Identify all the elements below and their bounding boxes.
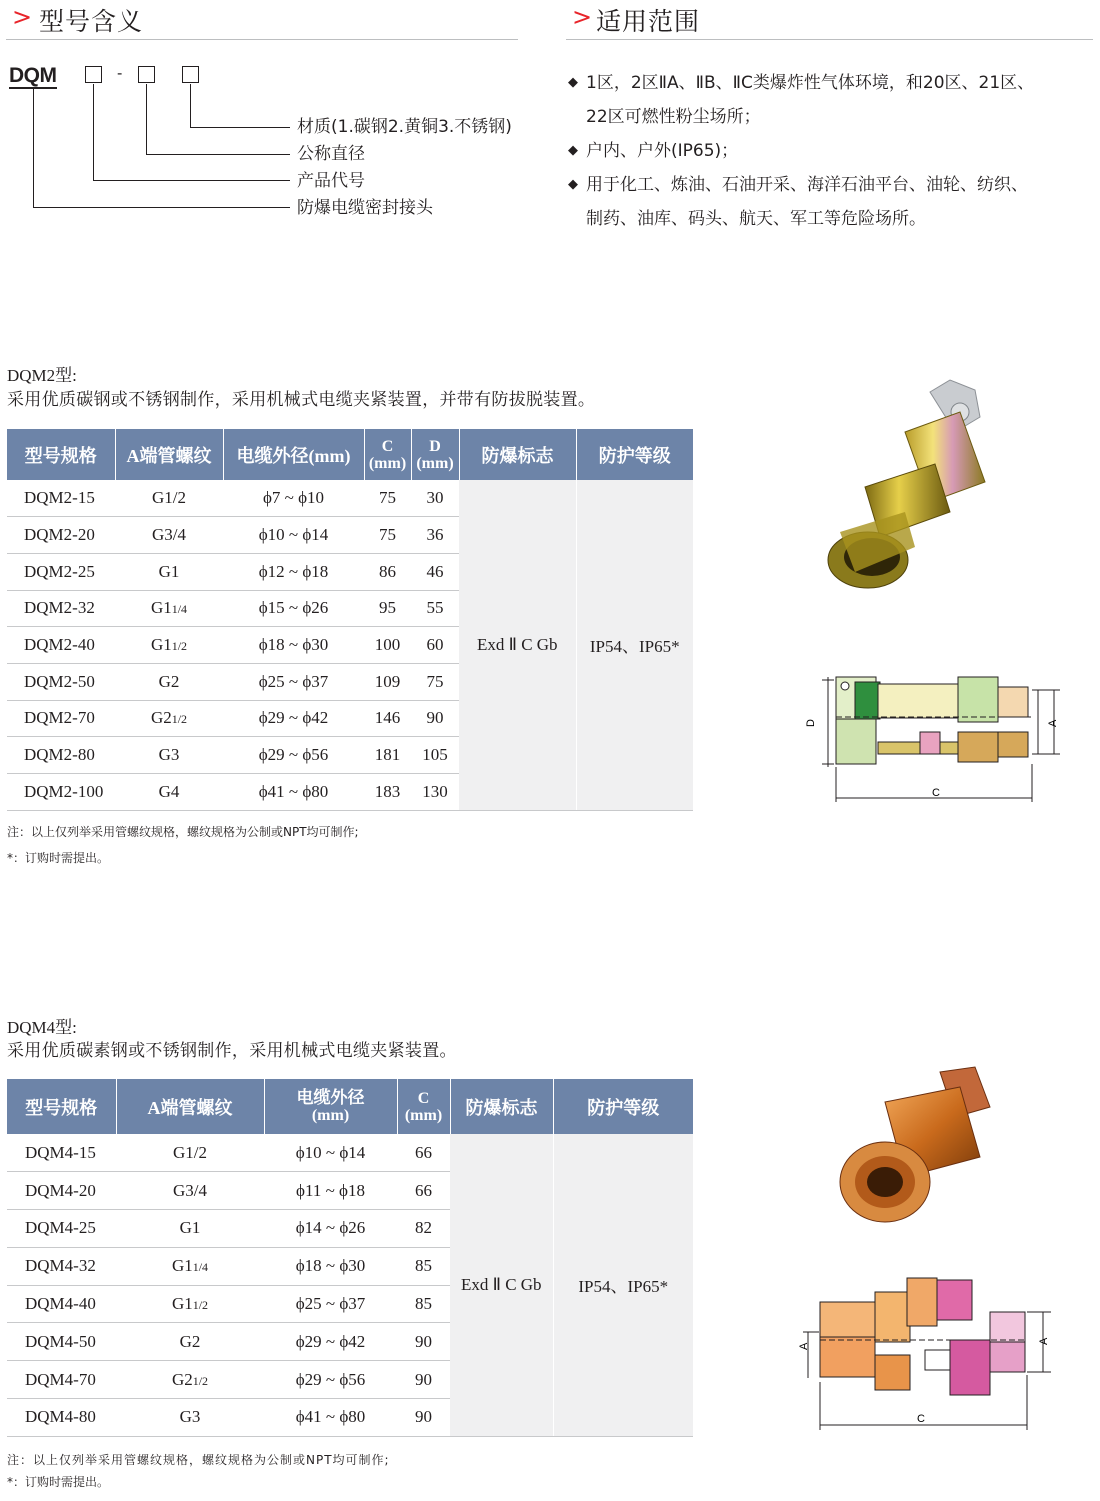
cell-thread: G3	[116, 1399, 264, 1437]
code-box-diameter	[138, 66, 155, 83]
cell-ex-mark: Exd Ⅱ C Gb	[459, 480, 576, 810]
cell-thread: G1/2	[116, 1134, 264, 1172]
dqm4-section-drawing	[795, 1270, 1065, 1430]
cell-thread: G4	[115, 774, 223, 811]
legend-product-code: 产品代号	[297, 171, 365, 191]
cell-model: DQM4-80	[7, 1399, 116, 1437]
cell-thread: G11/2	[116, 1285, 264, 1323]
scope-item-line: 22区可燃性粉尘场所；	[586, 107, 761, 127]
col-header-c: C (mm)	[397, 1079, 450, 1134]
chevron-right-icon: >	[572, 3, 593, 31]
cell-d: 75	[411, 663, 459, 700]
cell-c: 82	[397, 1210, 450, 1248]
cell-cable-od: ϕ10 ~ ϕ14	[223, 517, 364, 554]
cell-d: 30	[411, 480, 459, 517]
table-row	[7, 480, 693, 517]
cell-model: DQM2-25	[7, 553, 115, 590]
col-header-ex-mark: 防爆标志	[459, 429, 576, 480]
code-dash: -	[117, 65, 123, 82]
cell-cable-od: ϕ41 ~ ϕ80	[264, 1399, 397, 1437]
scope-item	[568, 168, 1098, 236]
cell-c: 90	[397, 1323, 450, 1361]
dim-label-d: D	[805, 719, 817, 727]
cell-c: 183	[364, 774, 411, 811]
cell-model: DQM2-20	[7, 517, 115, 554]
cell-cable-od: ϕ18 ~ ϕ30	[223, 627, 364, 664]
spec-table-dqm4	[7, 1079, 693, 1437]
cell-model: DQM4-32	[7, 1247, 116, 1285]
scope-item	[568, 134, 1098, 168]
legend-diameter: 公称直径	[297, 144, 365, 164]
cell-cable-od: ϕ18 ~ ϕ30	[264, 1247, 397, 1285]
cell-model: DQM2-40	[7, 627, 115, 664]
cell-thread: G11/4	[115, 590, 223, 627]
leader-line	[190, 127, 290, 128]
col-header-d: D (mm)	[411, 429, 459, 480]
cell-model: DQM4-50	[7, 1323, 116, 1361]
cell-c: 146	[364, 700, 411, 737]
cell-model: DQM2-50	[7, 663, 115, 700]
code-box-product	[85, 66, 102, 83]
cell-cable-od: ϕ29 ~ ϕ56	[223, 737, 364, 774]
col-header-c: C (mm)	[364, 429, 411, 480]
cell-d: 60	[411, 627, 459, 664]
cell-thread: G11/2	[115, 627, 223, 664]
col-header-model: 型号规格	[7, 429, 115, 480]
note-order-dqm2: *：订购时需提出。	[7, 851, 110, 865]
cell-model: DQM2-100	[7, 774, 115, 811]
col-header-ip: 防护等级	[576, 429, 693, 480]
cell-thread: G3	[115, 737, 223, 774]
product-desc-dqm4: 采用优质碳素钢或不锈钢制作，采用机械式电缆夹紧装置。	[7, 1041, 457, 1061]
cell-cable-od: ϕ7 ~ ϕ10	[223, 480, 364, 517]
dim-label-a-right: A	[1038, 1337, 1050, 1345]
cell-d: 105	[411, 737, 459, 774]
cell-cable-od: ϕ41 ~ ϕ80	[223, 774, 364, 811]
leader-line	[146, 154, 290, 155]
diamond-bullet-icon: ◆	[568, 177, 578, 192]
cell-cable-od: ϕ29 ~ ϕ56	[264, 1361, 397, 1399]
cell-d: 90	[411, 700, 459, 737]
note-dqm4: 注：以上仅列举采用管螺纹规格，螺纹规格为公制或NPT均可制作;	[7, 1453, 390, 1467]
cell-ip: IP54、IP65*	[553, 1134, 693, 1436]
leader-line	[190, 84, 191, 128]
scope-item-line: 户内、户外(IP65)；	[586, 141, 739, 161]
cell-thread: G1/2	[115, 480, 223, 517]
cell-cable-od: ϕ11 ~ ϕ18	[264, 1172, 397, 1210]
cell-cable-od: ϕ12 ~ ϕ18	[223, 553, 364, 590]
dim-label-c: C	[917, 1413, 925, 1425]
section-title: 适用范围	[596, 7, 701, 36]
cell-c: 86	[364, 553, 411, 590]
cell-model: DQM2-70	[7, 700, 115, 737]
leader-line	[33, 88, 34, 208]
cell-cable-od: ϕ25 ~ ϕ37	[264, 1285, 397, 1323]
cell-thread: G2	[116, 1323, 264, 1361]
cell-cable-od: ϕ25 ~ ϕ37	[223, 663, 364, 700]
cell-c: 109	[364, 663, 411, 700]
scope-item-line: 1区，2区ⅡA、ⅡB、ⅡC类爆炸性气体环境，和20区、21区、	[586, 73, 1035, 93]
leader-line	[33, 207, 290, 208]
diamond-bullet-icon: ◆	[568, 75, 578, 90]
cell-d: 130	[411, 774, 459, 811]
col-header-cable-od: 电缆外径 (mm)	[264, 1079, 397, 1134]
product-name-dqm4: DQM4型:	[7, 1018, 77, 1037]
cell-thread: G3/4	[116, 1172, 264, 1210]
cell-c: 90	[397, 1399, 450, 1437]
cell-model: DQM2-32	[7, 590, 115, 627]
cell-thread: G2	[115, 663, 223, 700]
cell-model: DQM4-25	[7, 1210, 116, 1248]
leader-line	[93, 180, 290, 181]
cell-model: DQM2-80	[7, 737, 115, 774]
cell-d: 36	[411, 517, 459, 554]
note-order-dqm4: *：订购时需提出。	[7, 1475, 110, 1489]
cell-thread: G1	[116, 1210, 264, 1248]
dqm4-product-photo	[830, 1062, 1020, 1242]
cell-ex-mark: Exd Ⅱ C Gb	[450, 1134, 553, 1436]
leader-line	[146, 84, 147, 155]
cell-c: 85	[397, 1247, 450, 1285]
cell-model: DQM4-20	[7, 1172, 116, 1210]
spec-table-dqm2	[7, 429, 693, 811]
section-header-scope	[566, 0, 1093, 40]
cell-c: 75	[364, 517, 411, 554]
cell-cable-od: ϕ15 ~ ϕ26	[223, 590, 364, 627]
cell-cable-od: ϕ10 ~ ϕ14	[264, 1134, 397, 1172]
leader-line	[93, 84, 94, 181]
col-header-thread: A端管螺纹	[115, 429, 223, 480]
legend-material: 材质(1.碳钢2.黄铜3.不锈钢)	[297, 117, 512, 137]
scope-item-line: 制药、油库、码头、航天、军工等危险场所。	[586, 209, 926, 229]
dim-label-a-left: A	[798, 1342, 810, 1350]
cell-c: 90	[397, 1361, 450, 1399]
section-header-model-meaning	[6, 0, 518, 40]
model-code: DQM	[9, 64, 57, 87]
cell-cable-od: ϕ29 ~ ϕ42	[223, 700, 364, 737]
cell-d: 55	[411, 590, 459, 627]
cell-c: 95	[364, 590, 411, 627]
scope-list	[568, 66, 1098, 236]
cell-c: 100	[364, 627, 411, 664]
cell-c: 85	[397, 1285, 450, 1323]
col-header-model: 型号规格	[7, 1079, 116, 1134]
cell-model: DQM4-15	[7, 1134, 116, 1172]
cell-cable-od: ϕ29 ~ ϕ42	[264, 1323, 397, 1361]
cell-thread: G21/2	[115, 700, 223, 737]
col-header-cable-od: 电缆外径(mm)	[223, 429, 364, 480]
dqm2-section-drawing	[800, 672, 1070, 812]
cell-ip: IP54、IP65*	[576, 480, 693, 810]
cell-cable-od: ϕ14 ~ ϕ26	[264, 1210, 397, 1248]
cell-thread: G3/4	[115, 517, 223, 554]
note-dqm2: 注：以上仅列举采用管螺纹规格，螺纹规格为公制或NPT均可制作;	[7, 825, 359, 839]
cell-model: DQM4-70	[7, 1361, 116, 1399]
scope-item-line: 用于化工、炼油、石油开采、海洋石油平台、油轮、纺织、	[586, 175, 1028, 195]
chevron-right-icon: >	[12, 3, 33, 31]
cell-c: 66	[397, 1172, 450, 1210]
diamond-bullet-icon: ◆	[568, 143, 578, 158]
col-header-ip: 防护等级	[553, 1079, 693, 1134]
cell-model: DQM4-40	[7, 1285, 116, 1323]
col-header-ex-mark: 防爆标志	[450, 1079, 553, 1134]
dim-label-c: C	[932, 787, 940, 799]
cell-d: 46	[411, 553, 459, 590]
table-row	[7, 1134, 693, 1172]
product-desc-dqm2: 采用优质碳钢或不锈钢制作，采用机械式电缆夹紧装置，并带有防拔脱装置。	[7, 390, 596, 410]
cell-c: 66	[397, 1134, 450, 1172]
code-box-material	[182, 66, 199, 83]
cell-thread: G21/2	[116, 1361, 264, 1399]
dim-label-a: A	[1047, 719, 1059, 727]
cell-model: DQM2-15	[7, 480, 115, 517]
legend-cable-gland: 防爆电缆密封接头	[297, 198, 433, 218]
dqm2-product-photo	[810, 372, 1055, 602]
cell-thread: G1	[115, 553, 223, 590]
product-name-dqm2: DQM2型:	[7, 366, 77, 385]
cell-c: 181	[364, 737, 411, 774]
col-header-thread: A端管螺纹	[116, 1079, 264, 1134]
section-title: 型号含义	[39, 7, 144, 36]
cell-thread: G11/4	[116, 1247, 264, 1285]
cell-c: 75	[364, 480, 411, 517]
scope-item	[568, 66, 1098, 134]
